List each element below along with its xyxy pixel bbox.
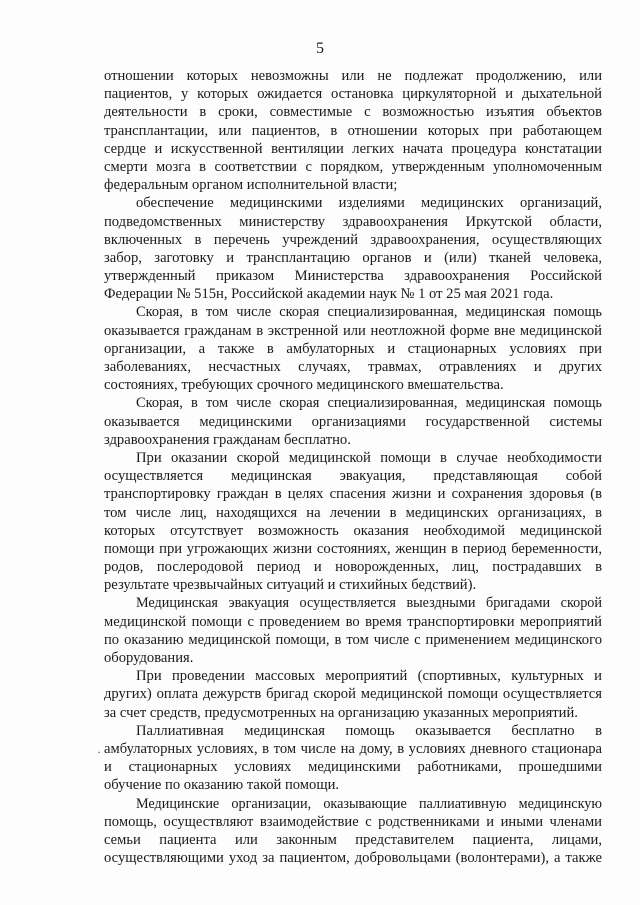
text-line: состояниях, требующих срочного медицинского вмешательства.	[104, 377, 504, 394]
text-line: транспортировку граждан в целях спасения жизни и сохранения здоровья (в	[104, 486, 602, 503]
text-line: и стационарных условиях медицинскими работниками, прошедшими	[104, 759, 602, 776]
text-line: отношении которых невозможны или не подлежат продолжению, или	[104, 68, 602, 84]
text-line: семьи пациента или законным представителем пациента, лицами,	[104, 831, 602, 848]
text-line: заболеваниях, несчастных случаях, травмах, отравлениях и других	[104, 359, 602, 375]
text-line: результате чрезвычайных ситуаций и стихийных бедствий).	[104, 577, 477, 594]
text-line: медицинской помощи с проведением во время транспортировки мероприятий	[104, 613, 602, 630]
text-line: утвержденный приказом Министерства здравоохранения Российской	[104, 268, 602, 285]
text-line: оказывается медицинскими организациями государственной системы	[104, 413, 602, 430]
text-line: по оказанию медицинской помощи, в том числе с применением медицинского	[104, 631, 602, 648]
text-line: оказывается гражданам в экстренной или неотложной форме вне медицинской	[104, 322, 602, 339]
text-line: забор, заготовку и трансплантацию органов и (или) тканей человека,	[104, 249, 602, 266]
text-line: помощь, осуществляют взаимодействие с родственниками и иными членами	[104, 813, 602, 830]
text-line: амбулаторных условиях, в том числе на дому, в условиях дневного стационара	[104, 740, 602, 757]
text-line: за счет средств, предусмотренных на организацию указанных мероприятий.	[104, 704, 578, 721]
margin-mark: ·	[97, 745, 101, 759]
text-line: трансплантации, или пациентов, в отношении которых при работающем	[104, 122, 602, 139]
text-line: смерти мозга в соответствии с порядком, утвержденным уполномоченным	[104, 158, 602, 175]
text-line: При оказании скорой медицинской помощи в случае необходимости	[136, 449, 602, 466]
text-line: Паллиативная медицинская помощь оказывается бесплатно в	[136, 722, 602, 739]
text-line: При проведении массовых мероприятий (спортивных, культурных и	[136, 668, 602, 685]
text-line: оборудования.	[104, 650, 194, 666]
text-line: включенных в перечень учреждений здравоохранения, осуществляющих	[104, 231, 602, 248]
text-line: обеспечение медицинскими изделиями медицинских организаций,	[136, 195, 602, 212]
text-line: которых отсутствует возможность оказания необходимой медицинской	[104, 522, 602, 539]
text-line: осуществляющими уход за пациентом, добровольцами (волонтерами), а также	[104, 850, 602, 867]
text-line: подведомственных министерству здравоохранения Иркутской области,	[104, 213, 602, 230]
text-line: осуществляется медицинская эвакуация, представляющая собой	[104, 468, 602, 485]
text-line: Медицинская эвакуация осуществляется выездными бригадами скорой	[136, 595, 602, 612]
text-line: Скорая, в том числе скорая специализированная, медицинская помощь	[136, 304, 602, 321]
text-line: сердце и искусственной вентиляции легких начата процедура констатации	[104, 140, 602, 157]
text-line: Федерации № 515н, Российской академии наук № 1 от 25 мая 2021 года.	[104, 286, 554, 303]
text-line: организации, а также в амбулаторных и стационарных условиях при	[104, 340, 602, 357]
document-body	[104, 67, 602, 867]
page-number: 5	[316, 40, 324, 57]
text-line: помощи при угрожающих жизни состояниях, женщин в период беременности,	[104, 540, 602, 557]
text-line: деятельности в сроки, совместимые с возможностью изъятия объектов	[104, 104, 602, 121]
text-line: здравоохранения гражданам бесплатно.	[104, 431, 351, 448]
text-line: пациентов, у которых ожидается остановка циркуляторной и дыхательной	[104, 86, 602, 103]
text-line: Скорая, в том числе скорая специализированная, медицинская помощь	[136, 395, 602, 412]
text-line: обучение по оказанию такой помощи.	[104, 777, 340, 794]
text-line: федеральным органом исполнительной власти;	[104, 177, 398, 194]
text-line: Медицинские организации, оказывающие паллиативную медицинскую	[136, 795, 602, 812]
text-line: том числе лиц, находящихся на лечении в медицинских организациях, в	[104, 504, 602, 521]
text-line: других) оплата дежурств бригад скорой медицинской помощи осуществляется	[104, 686, 602, 703]
text-line: родов, послеродовой период и новорожденных, лиц, пострадавших в	[104, 559, 602, 576]
